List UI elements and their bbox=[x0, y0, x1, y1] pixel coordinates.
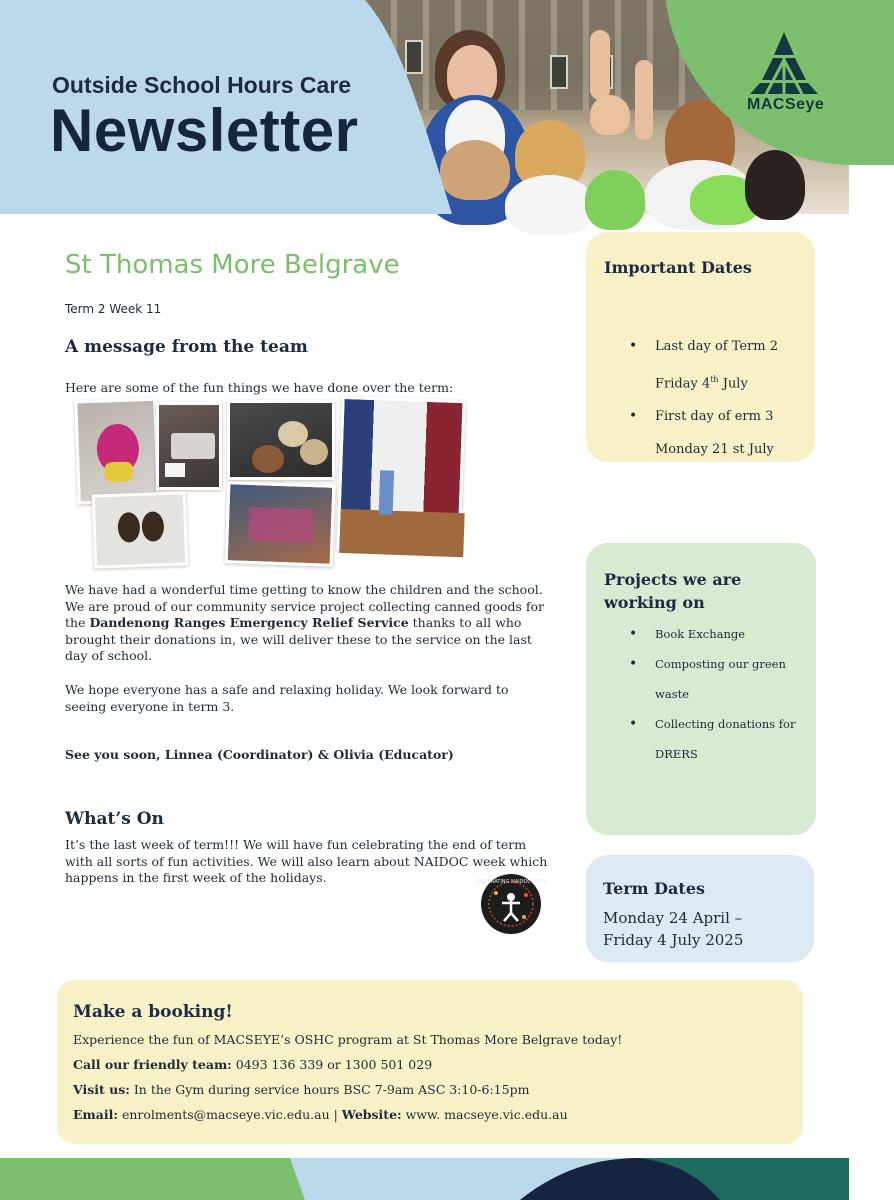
list-item: • Last day of Term 2 Friday 4th July bbox=[629, 338, 779, 392]
whats-on-text: It’s the last week of term!!! We will have fun celebrating the end of term with all sorts of fun activities. We will also learn about NAIDOC week which happens in the first week of the holidays. bbox=[65, 837, 548, 885]
projects-title: Projects we are working on bbox=[604, 570, 742, 612]
booking-intro: Experience the fun of MACSEYE’s OSHC program at St Thomas More Belgrave today! bbox=[73, 1032, 623, 1047]
list-item: • Collecting donations for DRERS bbox=[629, 716, 796, 761]
term-dates-title: Term Dates bbox=[603, 879, 705, 898]
paragraph-holiday: We hope everyone has a safe and relaxing holiday. We look forward to seeing everyone in term 3. bbox=[65, 682, 509, 714]
projects-card bbox=[586, 543, 816, 835]
header-banner bbox=[0, 0, 849, 214]
photo-climbing-wall bbox=[336, 396, 465, 554]
header-title: Newsletter bbox=[50, 97, 359, 164]
naidoc-badge-text: CELEBRATING NAIDOC WEEK bbox=[474, 879, 548, 885]
signoff: See you soon, Linnea (Coordinator) & Olivia (Educator) bbox=[65, 747, 454, 762]
list-item: • First day of erm 3 Monday 21 st July bbox=[629, 408, 774, 458]
footer-band bbox=[0, 1158, 849, 1200]
booking-phone: Call our friendly team: 0493 136 339 or 1300 501 029 bbox=[73, 1057, 433, 1072]
booking-panel bbox=[57, 980, 803, 1144]
naidoc-badge-icon bbox=[474, 873, 548, 935]
important-dates-list bbox=[629, 330, 779, 466]
message-heading: A message from the team bbox=[65, 337, 308, 357]
photo-painting-tray bbox=[156, 402, 222, 490]
photo-butterfly-craft bbox=[92, 491, 189, 568]
photo-craft-doll bbox=[74, 398, 160, 505]
photo-magnetic-tiles bbox=[225, 481, 336, 567]
header-subtitle: Outside School Hours Care bbox=[52, 72, 352, 98]
logo-wordmark: MACSeye bbox=[747, 96, 825, 113]
term-dates-range: Monday 24 April – Friday 4 July 2025 bbox=[603, 909, 744, 949]
list-item: • Composting our green waste bbox=[629, 656, 786, 701]
whats-on-heading: What’s On bbox=[65, 809, 164, 829]
important-dates-title: Important Dates bbox=[604, 258, 752, 277]
intro-text: Here are some of the fun things we have done over the term: bbox=[65, 380, 454, 395]
booking-visit: Visit us: In the Gym during service hours BSC 7-9am ASC 3:10-6:15pm bbox=[73, 1082, 530, 1097]
school-name: St Thomas More Belgrave bbox=[65, 250, 400, 280]
term-label: Term 2 Week 11 bbox=[65, 302, 162, 316]
term-dates-card bbox=[586, 855, 814, 962]
projects-list bbox=[629, 619, 796, 769]
booking-title: Make a booking! bbox=[73, 1002, 233, 1022]
photo-pinecones-shells bbox=[227, 400, 335, 480]
important-dates-card bbox=[586, 232, 815, 462]
booking-contact: Email: enrolments@macseye.vic.edu.au | Website: www. macseye.vic.edu.au bbox=[73, 1107, 568, 1122]
paragraph-community: We have had a wonderful time getting to know the children and the school. We are proud of our community service project collecting canned goods for the Dandenong Ranges Emergency Relief Service thanks to all who brought their donations in, we will deliver these to the service on the last day of school. bbox=[65, 582, 545, 663]
list-item: • Book Exchange bbox=[629, 626, 746, 642]
